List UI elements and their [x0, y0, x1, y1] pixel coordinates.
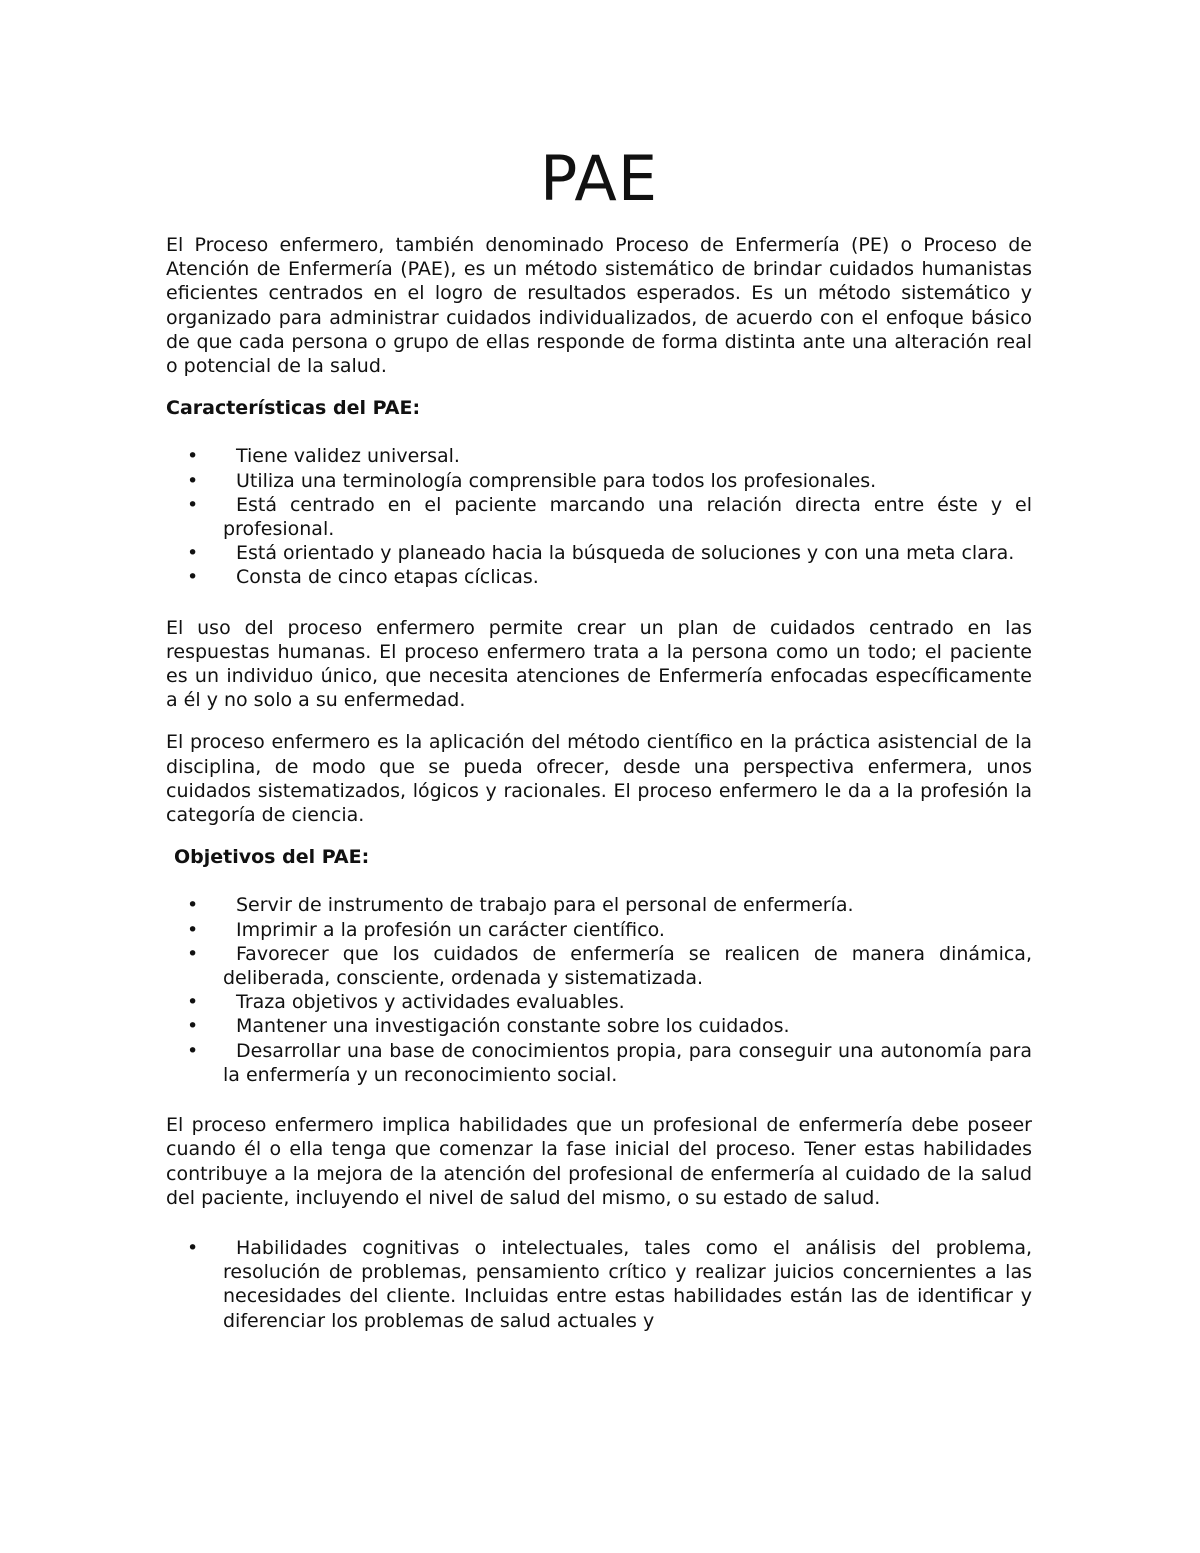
- bullet-icon: •: [187, 1236, 199, 1259]
- list-item-text: Tiene validez universal.: [236, 445, 460, 468]
- list-item-text: Servir de instrumento de trabajo para el personal de enfermería.: [236, 894, 854, 917]
- characteristics-heading: Características del PAE:: [166, 397, 421, 420]
- bullet-icon: •: [187, 942, 199, 965]
- intro-paragraph: El Proceso enfermero, también denominado Proceso de Enfermería (PE) o Proceso de Atención de Enfermería (PAE), es un método sistemático de brindar cuidados humanistas eficientes centrados en el logro de resultados esperados. Es un método sistemático y organizado para administrar cuidados individualizados, de acuerdo con el enfoque básico de que cada persona o grupo de ellas responde de forma distinta ante una alteración real o potencial de la salud.: [166, 234, 1032, 378]
- list-item: [166, 469, 1032, 493]
- bullet-icon: •: [187, 894, 199, 917]
- bullet-icon: •: [187, 1015, 199, 1038]
- document-page: [166, 135, 1032, 1359]
- bullet-icon: •: [187, 493, 199, 516]
- list-item: [166, 1039, 1032, 1087]
- bullet-icon: •: [187, 469, 199, 492]
- list-item: [166, 893, 1032, 917]
- list-item-text: Está centrado en el paciente marcando una relación directa entre éste y el profesional.: [223, 493, 1032, 541]
- list-item-text: Habilidades cognitivas o intelectuales, tales como el análisis del problema, resolución de problemas, pensamiento crítico y realizar juicios concernientes a las necesidades del cliente. Incluidas entre estas habilidades están las de identificar y diferenciar los problemas de salud actuales y: [223, 1236, 1032, 1332]
- list-item-text: Desarrollar una base de conocimientos propia, para conseguir una autonomía para la enfermería y un reconocimiento social.: [223, 1039, 1032, 1086]
- bullet-icon: •: [187, 566, 199, 589]
- aplicacion-paragraph: El proceso enfermero es la aplicación del método científico en la práctica asistencial de la disciplina, de modo que se pueda ofrecer, desde una perspectiva enfermera, unos cuidados sistematizados, lógicos y racionales. El proceso enfermero le da a la profesión la categoría de ciencia.: [166, 731, 1032, 827]
- list-item-text: Mantener una investigación constante sobre los cuidados.: [236, 1015, 790, 1038]
- objectives-list: [166, 893, 1032, 1087]
- list-item-text: Favorecer que los cuidados de enfermería se realicen de manera dinámica, deliberada, consciente, ordenada y sistematizada.: [223, 942, 1032, 990]
- bullet-icon: •: [187, 1039, 199, 1062]
- skills-list: [166, 1236, 1032, 1333]
- list-item: [166, 541, 1032, 565]
- objectives-heading: Objetivos del PAE:: [174, 846, 370, 869]
- list-item: [166, 493, 1032, 541]
- list-item: [166, 1236, 1032, 1333]
- bullet-icon: •: [187, 991, 199, 1014]
- bullet-icon: •: [187, 918, 199, 941]
- list-item: [166, 990, 1032, 1014]
- bullet-icon: •: [187, 445, 199, 468]
- list-item: [166, 565, 1032, 589]
- habilidades-paragraph: El proceso enfermero implica habilidades que un profesional de enfermería debe poseer cuando él o ella tenga que comenzar la fase inicial del proceso. Tener estas habilidades contribuye a la mejora de la atención del profesional de enfermería al cuidado de la salud del paciente, incluyendo el nivel de salud del mismo, o su estado de salud.: [166, 1114, 1032, 1209]
- characteristics-list: [166, 444, 1032, 589]
- list-item: [166, 1014, 1032, 1038]
- bullet-icon: •: [187, 542, 199, 565]
- uso-paragraph: El uso del proceso enfermero permite crear un plan de cuidados centrado en las respuestas humanas. El proceso enfermero trata a la persona como un todo; el paciente es un individuo único, que necesita atenciones de Enfermería enfocadas específicamente a él y no solo a su enfermedad.: [166, 616, 1032, 712]
- list-item-text: Consta de cinco etapas cíclicas.: [236, 566, 539, 589]
- list-item-text: Traza objetivos y actividades evaluables.: [236, 991, 625, 1014]
- list-item: [166, 942, 1032, 990]
- document-title: PAE: [539, 142, 658, 215]
- list-item: [166, 444, 1032, 468]
- list-item-text: Imprimir a la profesión un carácter científico.: [236, 918, 665, 941]
- list-item-text: Utiliza una terminología comprensible para todos los profesionales.: [236, 469, 877, 492]
- list-item: [166, 918, 1032, 942]
- list-item-text: Está orientado y planeado hacia la búsqueda de soluciones y con una meta clara.: [236, 542, 1015, 565]
